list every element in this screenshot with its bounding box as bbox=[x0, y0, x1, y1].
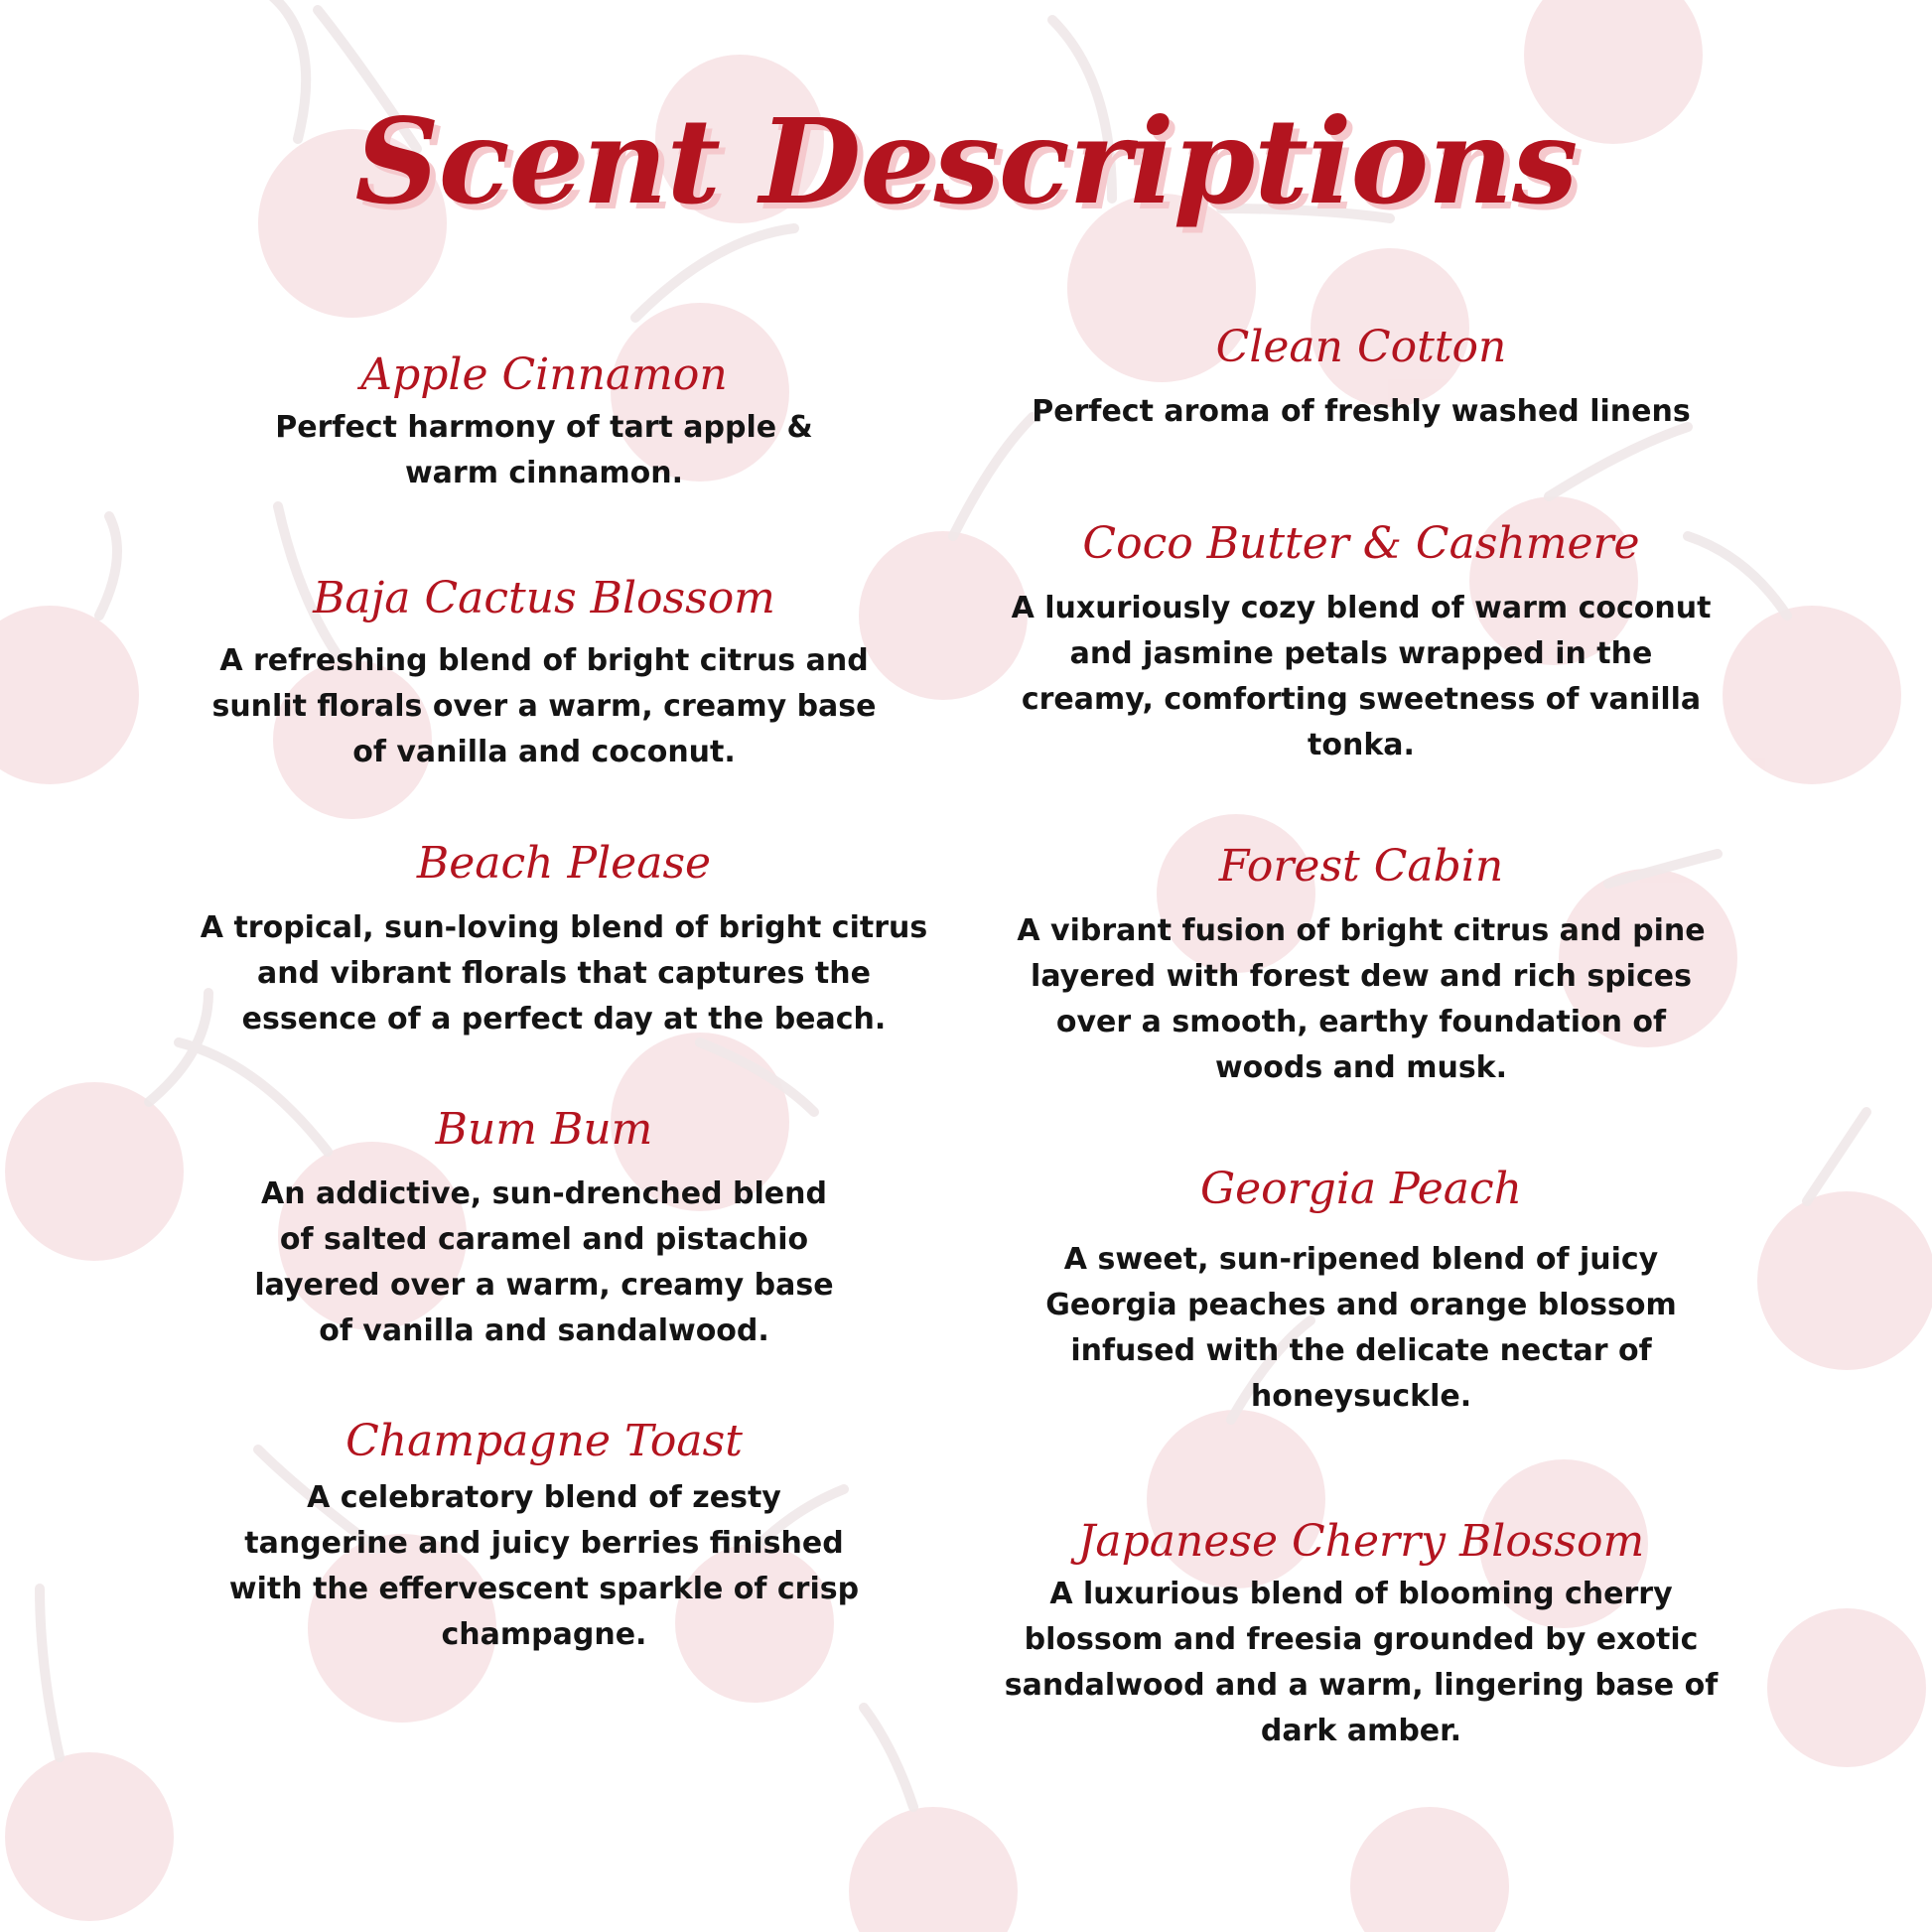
scent-name: Forest Cabin bbox=[1218, 841, 1504, 892]
scent-description: Perfect harmony of tart apple & warm cinnamon. bbox=[275, 410, 813, 490]
scent-description: A celebratory blend of zesty tangerine and juicy berries finished with the effervescent sparkle of crisp champagne. bbox=[228, 1480, 860, 1652]
scent-description: A vibrant fusion of bright citrus and pine layered with forest dew and rich spices over a smooth, earthy foundation of woods and musk. bbox=[1017, 913, 1706, 1085]
scent-champagne-toast bbox=[197, 1412, 892, 1658]
scent-forest-cabin bbox=[984, 837, 1738, 1091]
scent-name: Japanese Cherry Blossom bbox=[1077, 1516, 1645, 1567]
scent-name: Georgia Peach bbox=[1199, 1164, 1523, 1214]
scent-name: Coco Butter & Cashmere bbox=[1082, 518, 1640, 569]
scent-description: An addictive, sun-drenched blend of salted caramel and pistachio layered over a warm, creamy base of vanilla and sandalwood. bbox=[254, 1176, 834, 1348]
scent-description: A tropical, sun-loving blend of bright citrus and vibrant florals that captures the essence of a perfect day at the beach. bbox=[200, 910, 928, 1036]
scent-description: Perfect aroma of freshly washed linens bbox=[1032, 394, 1691, 429]
scent-name: Clean Cotton bbox=[1215, 322, 1507, 372]
scent-name: Beach Please bbox=[416, 838, 712, 889]
page-title: Scent Descriptions bbox=[354, 92, 1578, 230]
scent-name: Apple Cinnamon bbox=[360, 349, 728, 400]
scent-description: A luxuriously cozy blend of warm coconut and jasmine petals wrapped in the creamy, comforting sweetness of vanilla tonka. bbox=[1011, 591, 1712, 762]
scent-coco-butter-cashmere bbox=[984, 514, 1738, 768]
scent-bum-bum bbox=[197, 1100, 892, 1354]
scent-name: Baja Cactus Blossom bbox=[313, 573, 775, 623]
scent-japanese-cherry-blossom bbox=[964, 1512, 1758, 1754]
scent-clean-cotton bbox=[984, 318, 1738, 435]
scent-description: A refreshing blend of bright citrus and sunlit florals over a warm, creamy base of vanilla and coconut. bbox=[211, 643, 877, 769]
scent-name: Bum Bum bbox=[435, 1104, 653, 1155]
scent-description: A luxurious blend of blooming cherry blossom and freesia grounded by exotic sandalwood and a warm, lingering base of dark amber. bbox=[1004, 1577, 1719, 1748]
scent-beach-please bbox=[197, 834, 931, 1042]
scent-apple-cinnamon bbox=[197, 345, 892, 496]
scent-baja-cactus-blossom bbox=[197, 569, 892, 775]
scent-description: A sweet, sun-ripened blend of juicy Georgia peaches and orange blossom infused with the delicate nectar of honeysuckle. bbox=[1045, 1242, 1677, 1414]
scent-georgia-peach bbox=[984, 1160, 1738, 1420]
scent-name: Champagne Toast bbox=[345, 1416, 743, 1466]
